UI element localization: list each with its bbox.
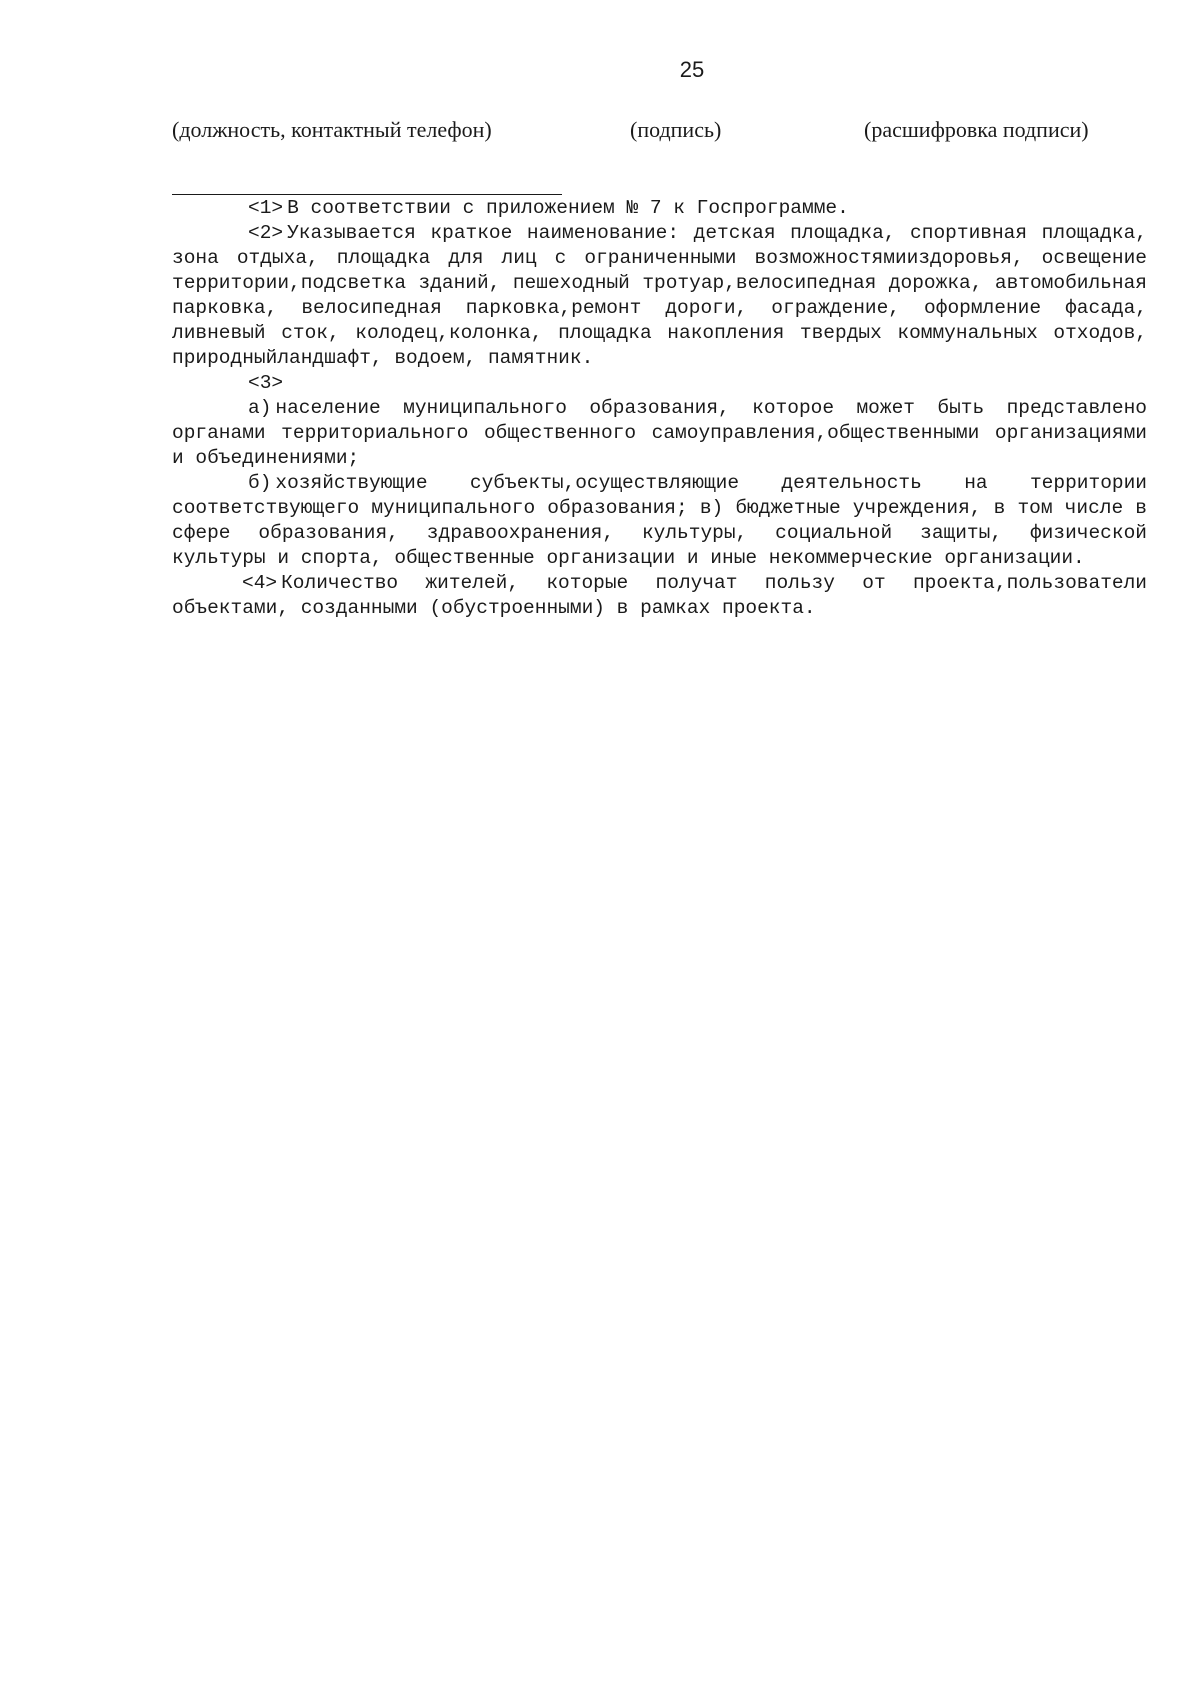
footnote-2: [172, 221, 1147, 371]
footnotes-section: [172, 196, 1147, 621]
footnote-text: Количество жителей, которые получат пользу от проекта,пользователи объектами, созданными (обустроенными) в рамках проекта.: [172, 572, 1147, 619]
footnote-mark: <1>: [248, 197, 284, 219]
footnote-3-item-b: [172, 471, 1147, 571]
footnote-3-item-a: [172, 396, 1147, 471]
footnote-4: [172, 571, 1147, 621]
page-number: [0, 56, 1200, 84]
footnote-text: Указывается краткое наименование: детская площадка, спортивная площадка, зона отдыха, площадка для лиц с ограниченными возможностямииздоровья, освещение территории,подсветка зданий, пешеходный тротуар,велосипедная дорожка, автомобильная парковка, велосипедная парковка,ремонт дороги, ограждение, оформление фасада, ливневый сток, колодец,колонка, площадка накопления твердых коммунальных отходов, природныйландшафт, водоем, памятник.: [172, 222, 1147, 369]
signature-decoding-label: (расшифровка подписи): [864, 117, 1089, 142]
footnote-mark: <2>: [248, 222, 284, 244]
signature-label: (подпись): [630, 117, 722, 142]
list-item-mark: б): [248, 472, 272, 494]
footnote-3: [172, 371, 1147, 396]
footnote-mark: <3>: [248, 372, 284, 394]
footnote-mark: <4>: [242, 572, 278, 594]
footnote-separator: [172, 194, 562, 195]
footnote-1: [172, 196, 1147, 221]
list-item-mark: а): [248, 397, 272, 419]
signature-position-label: (должность, контактный телефон): [172, 117, 492, 142]
list-item-text: хозяйствующие субъекты,осуществляющие деятельность на территории соответствующего муниципального образования; в) бюджетные учреждения, в том числе в сфере образования, здравоохранения, культуры, социальной защиты, физической культуры и спорта, общественные организации и иные некоммерческие организации.: [172, 472, 1147, 569]
footnote-text: В соответствии с приложением № 7 к Госпрограмме.: [287, 197, 849, 219]
page-number-text: 25: [679, 57, 705, 82]
list-item-text: население муниципального образования, которое может быть представлено органами территориального общественного самоуправления,общественными организациями и объединениями;: [172, 397, 1147, 469]
